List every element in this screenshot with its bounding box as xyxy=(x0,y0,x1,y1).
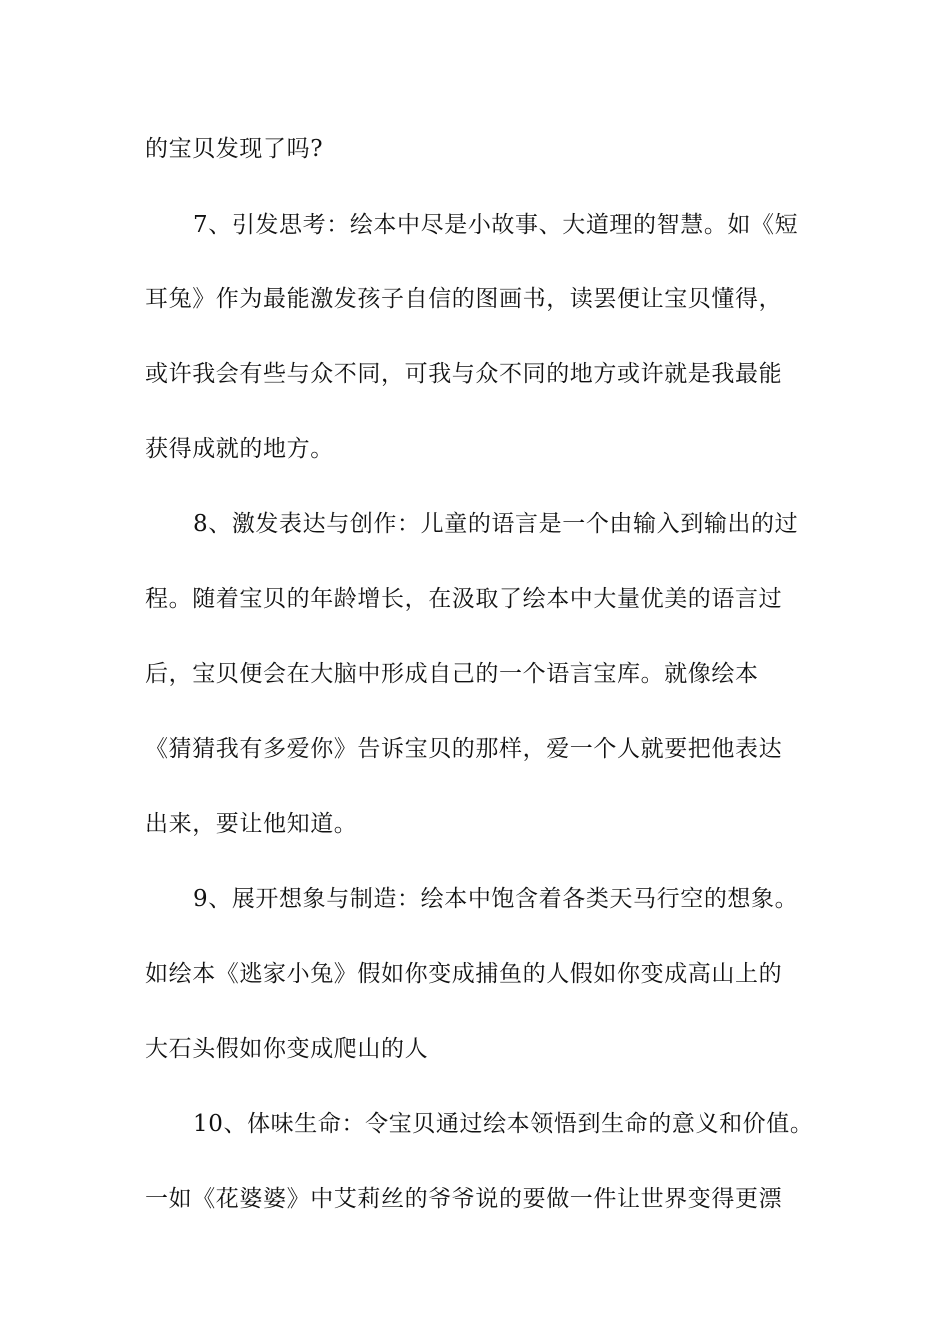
paragraph-9-start: 9、展开想象与制造：绘本中饱含着各类天马行空的想象。 xyxy=(193,886,799,912)
text-line: 程。随着宝贝的年龄增长，在汲取了绘本中大量优美的语言过 xyxy=(145,586,783,612)
text-line: 耳兔》作为最能激发孩子自信的图画书，读罢便让宝贝懂得， xyxy=(145,286,783,312)
text-line: 《猜猜我有多爱你》告诉宝贝的那样，爱一个人就要把他表达 xyxy=(145,736,783,762)
text-line: 后，宝贝便会在大脑中形成自己的一个语言宝库。就像绘本 xyxy=(145,661,759,687)
paragraph-10-start: 10、体味生命：令宝贝通过绘本领悟到生命的意义和价值。 xyxy=(193,1111,814,1137)
text-line: 获得成就的地方。 xyxy=(145,436,334,462)
text-line: 一如《花婆婆》中艾莉丝的爷爷说的要做一件让世界变得更漂 xyxy=(145,1186,783,1212)
text-line: 出来，要让他知道。 xyxy=(145,811,358,837)
paragraph-7-start: 7、引发思考：绘本中尽是小故事、大道理的智慧。如《短 xyxy=(193,212,799,238)
text-line: 如绘本《逃家小兔》假如你变成捕鱼的人假如你变成高山上的 xyxy=(145,961,783,987)
text-line: 或许我会有些与众不同，可我与众不同的地方或许就是我最能 xyxy=(145,361,783,387)
paragraph-8-start: 8、激发表达与创作：儿童的语言是一个由输入到输出的过 xyxy=(193,511,799,537)
text-line: 的宝贝发现了吗? xyxy=(145,136,324,162)
text-line: 大石头假如你变成爬山的人 xyxy=(145,1036,429,1062)
